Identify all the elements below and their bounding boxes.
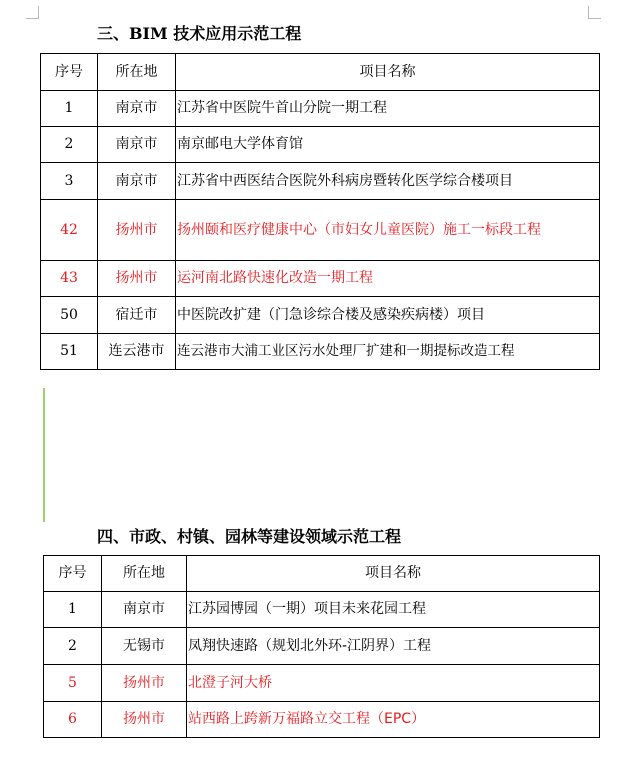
table-row bbox=[41, 297, 600, 334]
page-corner-mark-top-right bbox=[588, 6, 601, 19]
row-num: 2 bbox=[44, 628, 102, 665]
header-num: 序号 bbox=[41, 54, 98, 91]
section-heading-municipal: 四、市政、村镇、园林等建设领域示范工程 bbox=[97, 527, 402, 546]
row-city: 连云港市 bbox=[98, 334, 176, 370]
row-num: 42 bbox=[41, 200, 98, 261]
table-row bbox=[41, 163, 600, 200]
table-header-row bbox=[41, 54, 600, 91]
table-row-highlighted bbox=[44, 702, 600, 738]
row-city: 扬州市 bbox=[102, 702, 187, 738]
row-project-name: 站西路上跨新万福路立交工程（EPC） bbox=[187, 702, 600, 738]
row-city: 宿迁市 bbox=[98, 297, 176, 334]
table-row-highlighted bbox=[41, 200, 600, 261]
row-city: 南京市 bbox=[98, 127, 176, 163]
row-num: 6 bbox=[44, 702, 102, 738]
table-row-highlighted bbox=[44, 665, 600, 702]
header-city: 所在地 bbox=[102, 556, 187, 592]
row-city: 扬州市 bbox=[98, 200, 176, 261]
table-row-highlighted bbox=[41, 261, 600, 297]
row-project-name: 运河南北路快速化改造一期工程 bbox=[176, 261, 600, 297]
table-row bbox=[41, 127, 600, 163]
row-city: 扬州市 bbox=[102, 665, 187, 702]
row-project-name: 凤翔快速路（规划北外环-江阴界）工程 bbox=[187, 628, 600, 665]
table-municipal-projects bbox=[43, 555, 600, 738]
row-num: 43 bbox=[41, 261, 98, 297]
table-bim-projects bbox=[40, 53, 600, 370]
row-city: 无锡市 bbox=[102, 628, 187, 665]
section-heading-bim: 三、BIM 技术应用示范工程 bbox=[97, 24, 302, 43]
row-project-name: 江苏园博园（一期）项目未来花园工程 bbox=[187, 592, 600, 628]
row-num: 1 bbox=[44, 592, 102, 628]
page-corner-mark-top-left bbox=[26, 6, 39, 19]
table-header-row bbox=[44, 556, 600, 592]
row-num: 3 bbox=[41, 163, 98, 200]
table-row bbox=[41, 91, 600, 127]
row-project-name: 中医院改扩建（门急诊综合楼及感染疾病楼）项目 bbox=[176, 297, 600, 334]
row-city: 南京市 bbox=[98, 163, 176, 200]
row-num: 2 bbox=[41, 127, 98, 163]
row-project-name: 连云港市大浦工业区污水处理厂扩建和一期提标改造工程 bbox=[176, 334, 600, 370]
row-city: 南京市 bbox=[98, 91, 176, 127]
header-city: 所在地 bbox=[98, 54, 176, 91]
row-city: 扬州市 bbox=[98, 261, 176, 297]
table-row bbox=[41, 334, 600, 370]
table-row bbox=[44, 628, 600, 665]
row-project-name: 江苏省中医院牛首山分院一期工程 bbox=[176, 91, 600, 127]
row-city: 南京市 bbox=[102, 592, 187, 628]
row-project-name: 北澄子河大桥 bbox=[187, 665, 600, 702]
header-name: 项目名称 bbox=[187, 556, 600, 592]
row-num: 5 bbox=[44, 665, 102, 702]
row-num: 50 bbox=[41, 297, 98, 334]
table-row bbox=[44, 592, 600, 628]
header-name: 项目名称 bbox=[176, 54, 600, 91]
header-num: 序号 bbox=[44, 556, 102, 592]
row-num: 51 bbox=[41, 334, 98, 370]
row-project-name: 扬州颐和医疗健康中心（市妇女儿童医院）施工一标段工程 bbox=[176, 200, 600, 261]
row-num: 1 bbox=[41, 91, 98, 127]
row-project-name: 南京邮电大学体育馆 bbox=[176, 127, 600, 163]
text-cursor-bar bbox=[43, 388, 45, 522]
row-project-name: 江苏省中西医结合医院外科病房暨转化医学综合楼项目 bbox=[176, 163, 600, 200]
